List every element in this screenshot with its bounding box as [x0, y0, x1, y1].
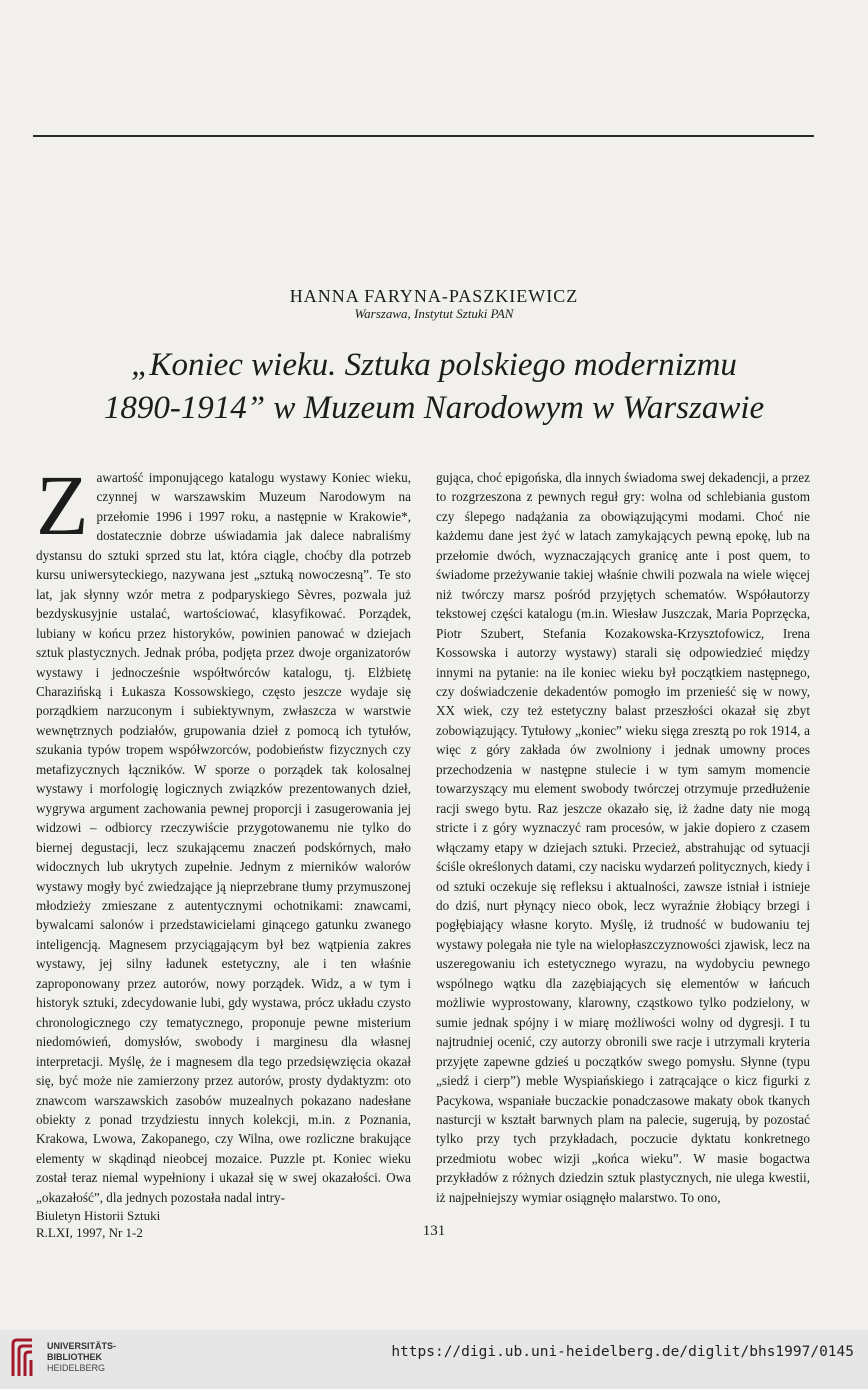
library-name[interactable] — [47, 1341, 116, 1374]
article-title — [40, 344, 828, 430]
permalink-url[interactable]: https://digi.ub.uni-heidelberg.de/diglit/bhs1997/0145 — [391, 1344, 854, 1360]
title-line-2: 1890-1914” w Muzeum Narodowym w Warszawie — [103, 390, 765, 426]
right-column-text: gująca, choć epigońska, dla innych świadoma swej dekadencji, a przez to rozgrzeszona z pewnych reguł gry: wolna od schlebiania gustom czy ślepego nadążania za obowiązującymi modami. Choć nie każdemu dane jest żyć w latach zamykających pewną epokę, lub na przełomie dwóch, wyznaczających granicę ante i post quem, to świadome przeżywanie takiej właśnie chwili pozwala na wiele więcej niż twórczy marsz pośród przyjętych schematów. Współautorzy tekstowej części katalogu (m.in. Wiesław Juszczak, Maria Poprzęcka, Piotr Szubert, Stefania Kozakowska-Krzysztofowicz, Irena Kossowska i autorzy wystawy) starali się odpowiedzieć między innymi na pytanie: na ile koniec wieku był początkiem następnego, czy doświadczenie dekadentów pomogło im przenieść się w nowy, XX wiek, czy też estetyczny balast przeszłości okazał się zbyt zobowiązujący. Tytułowy „koniec” wieku sięga zresztą po rok 1914, a więc z góry zakłada ów zwolniony i jednak umowny proces przechodzenia w następne stulecie i w tym samym momencie towarzyszący mu element swobody twórczej otrzymuje przedłużenie racji swego bytu. Raz jeszcze okazało się, iż żadne daty nie mogą stricte i z góry wyznaczyć ram procesów, w jakie dopiero z czasem włączamy etapy w dziejach sztuki. Przecież, abstrahując od sytuacji ściśle określonych datami, czy nacisku wydarzeń politycznych, kiedy i od sztuki oczekuje się refleksu i aktualności, zawsze istniał i istnieje do dziś, nurt płynący nieco obok, lecz wyraźnie żłobiący brzegi i pogłębiający własne koryto. Myślę, iż trudność w budowaniu tej wystawy polegała nie tyle na wielopłaszczyznowości zjawisk, lecz na uszeregowaniu ich estetycznego wyrazu, na wydobyciu pewnego wspólnego wątku dla zazębiających się elementów w łańcuch możliwie wyprostowany, klarowny, cząstkowo tylko podzielony, w sumie jednak spójny i w miarę możliwości wolny od dygresji. I tu najtrudniej ocenić, czy autorzy obronili swe racje i utrzymali kryteria przyjęte zapewne gdzieś u początków swego pomysłu. Słynne (typu „siedź i cierp”) meble Wyspiańskiego i zatrącające o kicz figurki z Pacykowa, wspaniałe buczackie ponadczasowe makaty obok tkanych nasturcji w kształt barwnych plam na palecie, sugerują, by pozostać tylko przy tych przykładach, poczucie dyktatu konkretnego przedmiotu wobec wizji „końca wieku”. W masie bogactwa przykładów z różnych dziedzin sztuk plastycznych, nie ulega kwestii, iż najpełniejszy wymiar osiągnęło malarstwo. To ono, — [436, 470, 810, 1205]
article-column-right — [436, 468, 810, 1207]
library-line-1: UNIVERSITÄTS- — [47, 1341, 117, 1351]
header-rule — [33, 135, 814, 137]
title-line-1: „Koniec wieku. Sztuka polskiego modernizmu — [131, 347, 737, 383]
journal-name: Biuletyn Historii Sztuki — [36, 1208, 161, 1223]
digitization-bar — [0, 1330, 868, 1389]
library-line-2: BIBLIOTHEK — [47, 1352, 102, 1362]
left-column-text: awartość imponującego katalogu wystawy Koniec wieku, czynnej w warszawskim Muzeum Narodowym na przełomie 1996 i 1997 roku, a następnie w Krakowie*, dostatecznie dobrze uświadamia jak dalece nabraliśmy dystansu do sztuki sprzed stu lat, która ciągle, choćby dla potrzeb kursu uniwersyteckiego, nazywana jest „sztuką nowoczesną”. Te sto lat, jak słynny wzór metra z podparyskiego Sèvres, pozwala już bezdyskusyjnie ustalać, wartościować, klasyfikować. Porządek, lubiany w końcu przez historyków, powinien panować w dziejach sztuk plastycznych. Jednak próba, podjęta przez dwoje organizatorów wystawy i jednocześnie współtwórców katalogu, tj. Elżbietę Charazińską i Łukasza Kossowskiego, często jeszcze wydaje się porządkiem narzuconym i subiektywnym, zwłaszcza w warstwie wewnętrznych podziałów, grupowania dzieł z pomocą ich tytułów, szukania typów tropem współwzorców, podobieństw fizycznych czy metafizycznych łączników. W sporze o porządek tak kolosalnej wystawy i morfologię logicznych związków prezentowanych dzieł, wygrywa argument zachowania pewnej proporcji i zasugerowania jej widzowi – odbiorcy rzeczywiście przygotowanemu nie tylko do biernej degustacji, lecz szukającemu znaczeń podskórnych, mało widocznych lub ukrytych zupełnie. Jednym z mierników walorów wystawy mogły być zwiedzające ją nieprzebrane tłumy przymuszonej młodzieży zmieszane z autentycznymi ochotnikami: znawcami, bywalcami salonów i przedstawicielami ginącego gatunku zwanego inteligencją. Magnesem przyciągającym był bez wątpienia zakres wystawy, jej silny ładunek estetyczny, ale i ten właśnie zaproponowany przez autorów, nowy porządek. Widz, a w tym i historyk sztuki, zdecydowanie lubi, gdy wystawa, prócz układu czysto chronologicznego czy tematycznego, proponuje pewne misterium niedomówień, domysłów, swobody i marginesu dla własnej interpretacji. Myślę, że i magnesem dla tego przedsięwzięcia okazał się, być może nie zamierzony przez autorów, prosty dydaktyzm: oto znawcom warszawskich zasobów muzealnych pokazano nadesłane obiekty z ponad trzydziestu innych kolekcji, m.in. z Poznania, Krakowa, Lwowa, Zakopanego, czy Wilna, owe rozliczne brakujące elementy w skądinąd nieobcej mozaice. Puzzle pt. Koniec wieku został teraz niemal wypełniony i ukazał się w swej okazałości. Owa „okazałość”, dla jednych pozostała nadal intry- — [36, 470, 411, 1205]
article-column-left — [36, 457, 411, 1207]
author-name: HANNA FARYNA-PASZKIEWICZ — [289, 286, 579, 306]
library-line-3: HEIDELBERG — [47, 1363, 106, 1373]
library-logo-icon[interactable] — [10, 1338, 36, 1378]
page-number: 131 — [422, 1223, 446, 1239]
journal-volume: R.LXI, 1997, Nr 1-2 — [36, 1225, 143, 1240]
author-affiliation: Warszawa, Instytut Sztuki PAN — [354, 306, 514, 321]
drop-cap: Z — [36, 457, 89, 553]
